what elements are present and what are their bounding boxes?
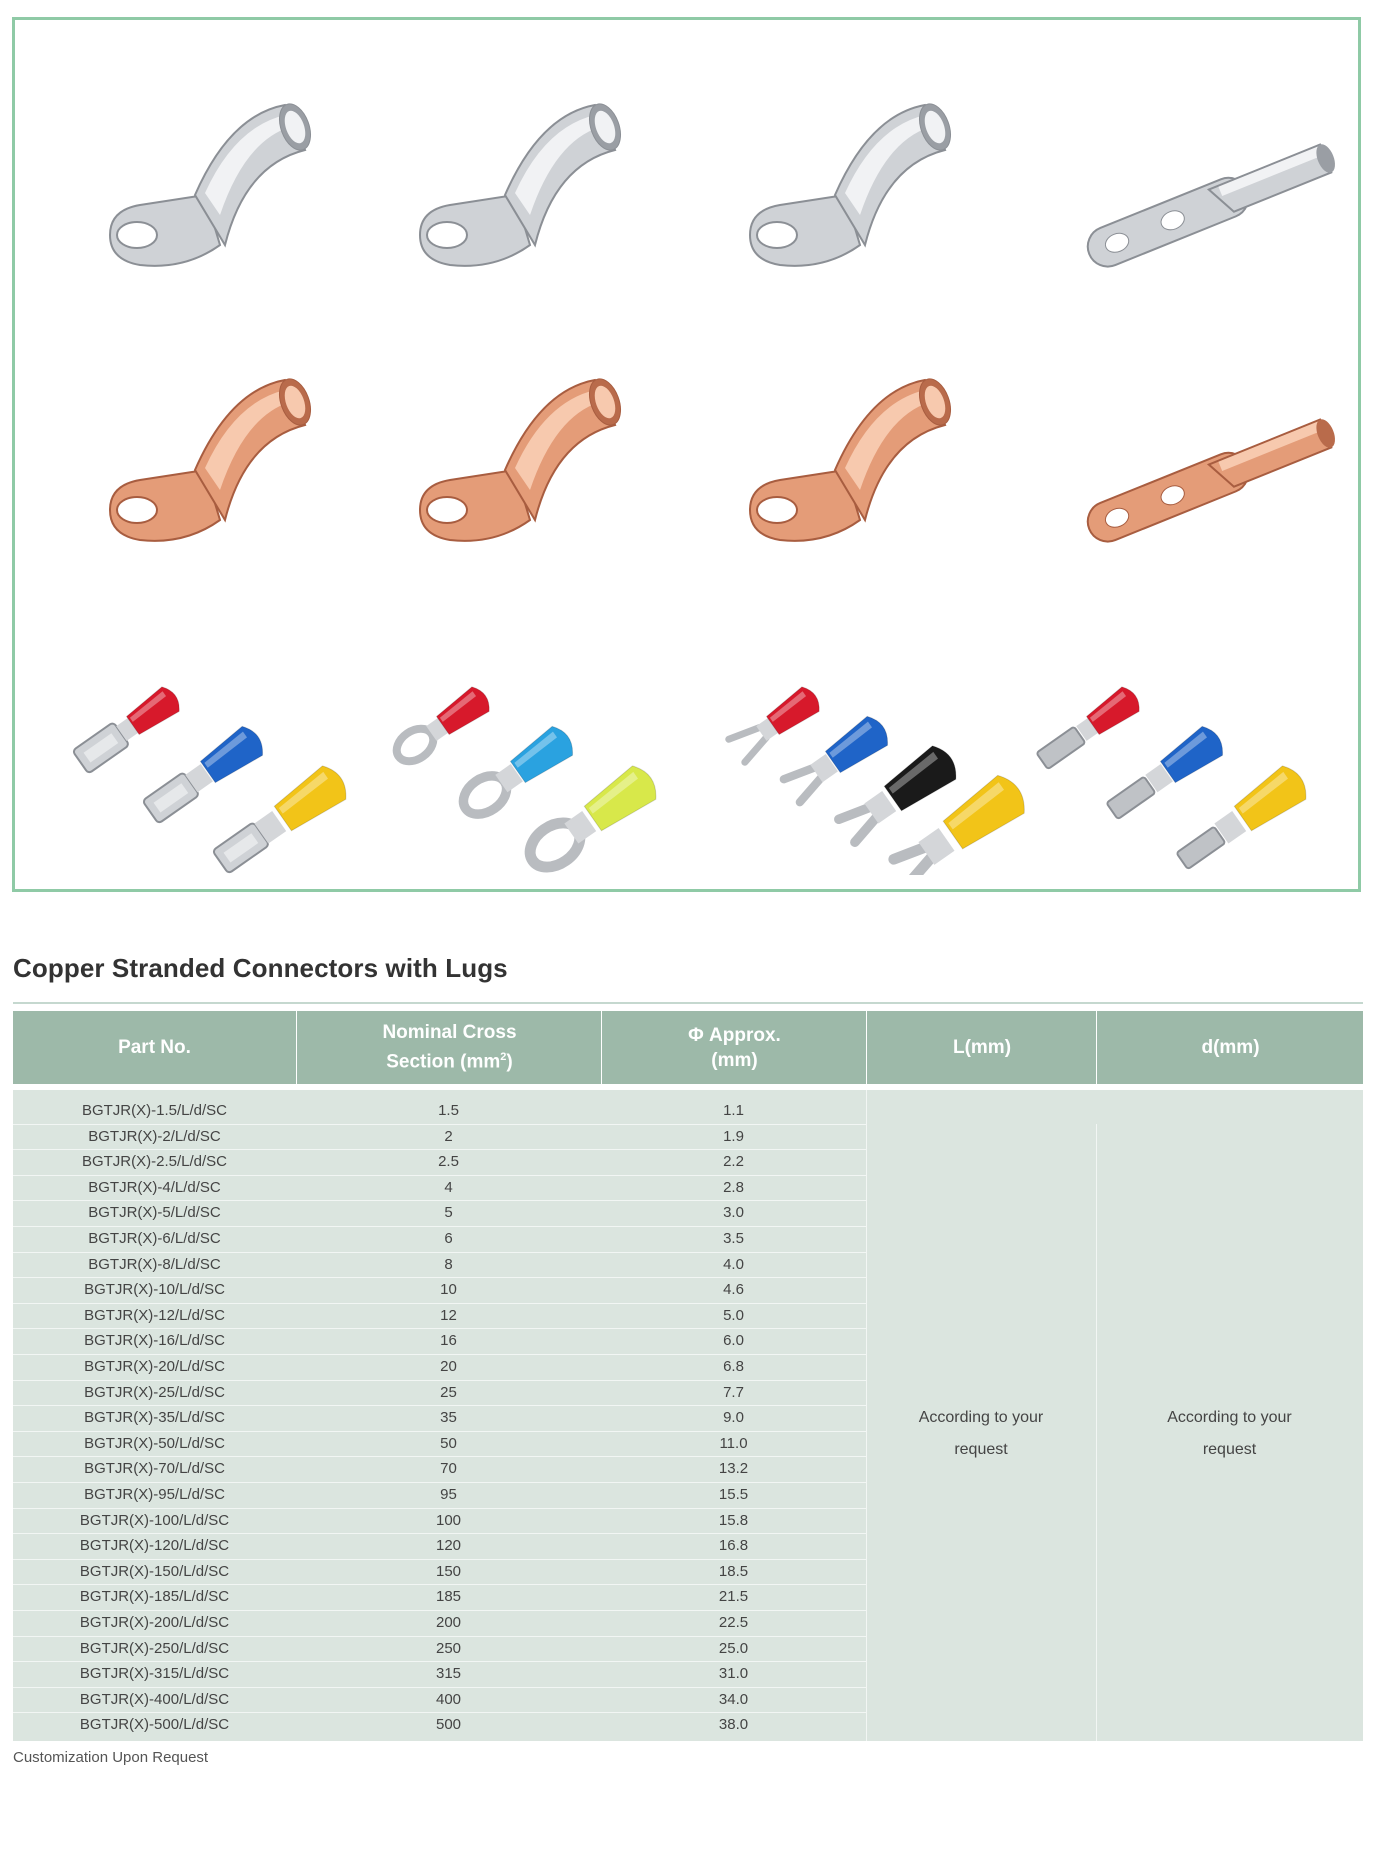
copper-cable-lug-1 [55,320,385,600]
table-row [13,1482,866,1508]
row-divider [13,1533,866,1534]
cross-section-cell: 1.5 [438,1102,459,1119]
part-number-cell: BGTJR(X)-10/L/d/SC [84,1281,225,1299]
insulated-female-terminals [55,595,385,875]
table-row [13,1200,866,1226]
cross-section-cell: 6 [444,1230,453,1247]
diameter-cell: 2.2 [723,1153,744,1171]
diameter-cell: 16.8 [718,1537,749,1555]
row-divider [13,1687,866,1688]
row-divider [13,1456,866,1457]
diameter-cell: 11.0 [719,1434,748,1452]
part-number-cell: BGTJR(X)-8/L/d/SC [88,1255,221,1273]
diameter-cell: 31.0 [718,1665,749,1683]
table-row [13,1303,866,1329]
part-number-cell: BGTJR(X)-20/L/d/SC [84,1358,225,1375]
insulated-female-terminals-image [55,595,385,875]
copper-cable-lug-4 [1015,320,1345,600]
part-number-cell: BGTJR(X)-500/L/d/SC [79,1716,230,1734]
diameter-cell: 6.8 [723,1358,744,1375]
cross-section-cell: 200 [435,1614,462,1631]
row-divider [13,1175,866,1176]
table-row [13,1354,866,1380]
insulated-ring-terminals [365,595,695,875]
table-row [13,1661,866,1687]
cross-section-cell: 315 [435,1665,462,1683]
header-length-label: L(mm) [952,1037,1012,1058]
diameter-cell: 7.7 [723,1383,744,1401]
row-divider [13,1226,866,1227]
table-row [13,1687,866,1713]
part-number-cell: BGTJR(X)-4/L/d/SC [88,1178,221,1196]
copper-cable-lug-1-image [55,320,385,600]
row-divider [13,1661,866,1662]
part-number-cell: BGTJR(X)-200/L/d/SC [79,1614,230,1631]
table-row [13,1149,866,1175]
part-number-cell: BGTJR(X)-6/L/d/SC [88,1230,221,1247]
spec-table [13,1011,1363,1741]
header-cross-section-line1: Nominal Cross [382,1022,517,1044]
row-divider [13,1149,866,1150]
header-cross-section-sup: 2 [500,1051,507,1064]
part-number-cell: BGTJR(X)-95/L/d/SC [84,1486,225,1503]
table-row [13,1636,866,1662]
table-row [13,1252,866,1278]
part-number-cell: BGTJR(X)-12/L/d/SC [84,1306,225,1324]
tinned-cable-lug-2-image [365,45,695,325]
insulated-fork-terminals-image [695,595,1025,875]
table-row [13,1456,866,1482]
table-row [13,1584,866,1610]
tinned-cable-lug-1-image [55,45,385,325]
hole-merged-line2: request [1202,1441,1257,1458]
header-diameter [601,1011,867,1084]
diameter-cell: 5.0 [723,1306,744,1324]
part-number-cell: BGTJR(X)-150/L/d/SC [79,1562,230,1580]
table-row [13,1533,866,1559]
cross-section-cell: 12 [440,1306,457,1324]
header-diameter-line2: (mm) [711,1049,758,1071]
diameter-cell: 22.5 [718,1614,749,1631]
part-number-cell: BGTJR(X)-400/L/d/SC [79,1690,230,1708]
row-divider [13,1482,866,1483]
part-number-cell: BGTJR(X)-315/L/d/SC [79,1665,230,1683]
footnote: Customization Upon Request [13,1749,209,1766]
row-divider [13,1303,866,1304]
insulated-fork-terminals [695,595,1025,875]
cross-section-cell: 35 [440,1409,457,1427]
tinned-cable-lug-3 [695,45,1025,325]
row-divider [13,1252,866,1253]
cross-section-cell: 400 [435,1690,462,1708]
hole-merged-cell [1096,1402,1363,1466]
part-number-cell: BGTJR(X)-185/L/d/SC [79,1588,230,1606]
header-diameter-line1: Φ Approx. [688,1024,781,1046]
diameter-cell: 4.6 [723,1281,744,1299]
length-merged-line1: According to your [918,1409,1044,1426]
cross-section-cell: 25 [440,1383,457,1401]
diameter-cell: 6.0 [723,1332,744,1350]
row-divider [13,1354,866,1355]
header-cross-section [296,1011,602,1084]
row-divider [13,1508,866,1509]
cross-section-cell: 16 [440,1332,457,1350]
row-divider [13,1712,866,1713]
cross-section-cell: 150 [435,1562,462,1580]
table-body [13,1090,1363,1741]
header-hole-label: d(mm) [1201,1037,1260,1058]
part-number-cell: BGTJR(X)-2/L/d/SC [88,1127,221,1145]
header-part-no [13,1011,296,1084]
copper-cable-lug-3 [695,320,1025,600]
diameter-cell: 38.0 [718,1716,749,1734]
length-merged-line2: request [954,1441,1008,1458]
table-row [13,1380,866,1406]
part-number-cell: BGTJR(X)-5/L/d/SC [88,1204,221,1222]
cross-section-cell: 10 [440,1281,457,1299]
row-divider [13,1431,866,1432]
diameter-cell: 4.0 [723,1255,744,1273]
row-divider [13,1610,866,1611]
table-row [13,1431,866,1457]
diameter-cell: 13.2 [718,1460,749,1478]
row-divider [13,1636,866,1637]
part-number-cell: BGTJR(X)-50/L/d/SC [84,1434,225,1452]
row-divider [13,1200,866,1201]
table-row [13,1559,866,1585]
part-number-cell: BGTJR(X)-100/L/d/SC [79,1511,230,1529]
tinned-cable-lug-4 [1015,45,1345,325]
row-divider [13,1277,866,1278]
tinned-cable-lug-1 [55,45,385,325]
title-divider [13,1002,1363,1004]
diameter-cell: 34.0 [718,1690,749,1708]
part-number-cell: BGTJR(X)-25/L/d/SC [84,1383,225,1401]
table-row [13,1508,866,1534]
product-grid [15,20,1358,889]
part-number-cell: BGTJR(X)-70/L/d/SC [84,1460,225,1478]
header-hole [1096,1011,1364,1084]
table-row [13,1124,866,1150]
header-cross-section-line2: Section (mm [386,1051,501,1073]
cross-section-cell: 5 [444,1204,453,1222]
copper-cable-lug-2 [365,320,695,600]
diameter-cell: 3.0 [723,1204,744,1222]
cross-section-cell: 2 [444,1127,453,1145]
table-row [13,1098,866,1124]
part-number-cell: BGTJR(X)-1.5/L/d/SC [81,1102,228,1119]
cross-section-cell: 185 [435,1588,462,1606]
diameter-cell: 1.1 [723,1102,744,1119]
row-divider [13,1584,866,1585]
part-number-cell: BGTJR(X)-250/L/d/SC [79,1639,230,1657]
diameter-cell: 21.5 [718,1588,749,1606]
header-part-no-label: Part No. [118,1037,191,1058]
cross-section-cell: 70 [440,1460,457,1478]
diameter-cell: 15.8 [718,1511,749,1529]
section-title: Copper Stranded Connectors with Lugs [13,953,508,983]
cross-section-cell: 8 [444,1255,453,1273]
table-row [13,1175,866,1201]
table-row [13,1328,866,1354]
row-divider [13,1124,866,1125]
diameter-cell: 3.5 [723,1230,744,1247]
tinned-cable-lug-4-image [1015,45,1345,325]
part-number-cell: BGTJR(X)-16/L/d/SC [84,1332,225,1350]
part-number-cell: BGTJR(X)-2.5/L/d/SC [81,1153,228,1171]
row-divider [13,1559,866,1560]
cross-section-cell: 50 [440,1434,457,1452]
insulated-male-terminals [1015,595,1345,875]
table-header [13,1011,1363,1084]
tinned-cable-lug-3-image [695,45,1025,325]
product-gallery [12,17,1361,892]
insulated-male-terminals-image [1015,595,1345,875]
header-cross-section-close: ) [506,1051,513,1073]
table-row [13,1405,866,1431]
table-row [13,1610,866,1636]
cross-section-cell: 95 [440,1486,457,1503]
diameter-cell: 25.0 [718,1639,749,1657]
cross-section-cell: 500 [435,1716,462,1734]
diameter-cell: 2.8 [723,1178,744,1196]
row-divider [13,1405,866,1406]
table-row [13,1712,866,1738]
part-number-cell: BGTJR(X)-120/L/d/SC [79,1537,230,1555]
part-number-cell: BGTJR(X)-35/L/d/SC [84,1409,225,1427]
diameter-cell: 18.5 [718,1562,749,1580]
cross-section-cell: 2.5 [438,1153,459,1171]
tinned-cable-lug-2 [365,45,695,325]
cross-section-cell: 20 [440,1358,457,1375]
copper-cable-lug-3-image [695,320,1025,600]
cross-section-cell: 250 [435,1639,462,1657]
diameter-cell: 9.0 [723,1409,744,1427]
row-divider [13,1380,866,1381]
cross-section-cell: 120 [435,1537,462,1555]
cross-section-cell: 100 [435,1511,462,1529]
copper-cable-lug-4-image [1015,320,1345,600]
table-row [13,1226,866,1252]
insulated-ring-terminals-image [365,595,695,875]
table-row [13,1277,866,1303]
diameter-cell: 15.5 [718,1486,749,1503]
hole-merged-line1: According to your [1167,1409,1292,1426]
copper-cable-lug-2-image [365,320,695,600]
length-merged-cell [866,1402,1096,1466]
row-divider [13,1328,866,1329]
diameter-cell: 1.9 [723,1127,744,1145]
header-length [866,1011,1097,1084]
cross-section-cell: 4 [444,1178,453,1196]
